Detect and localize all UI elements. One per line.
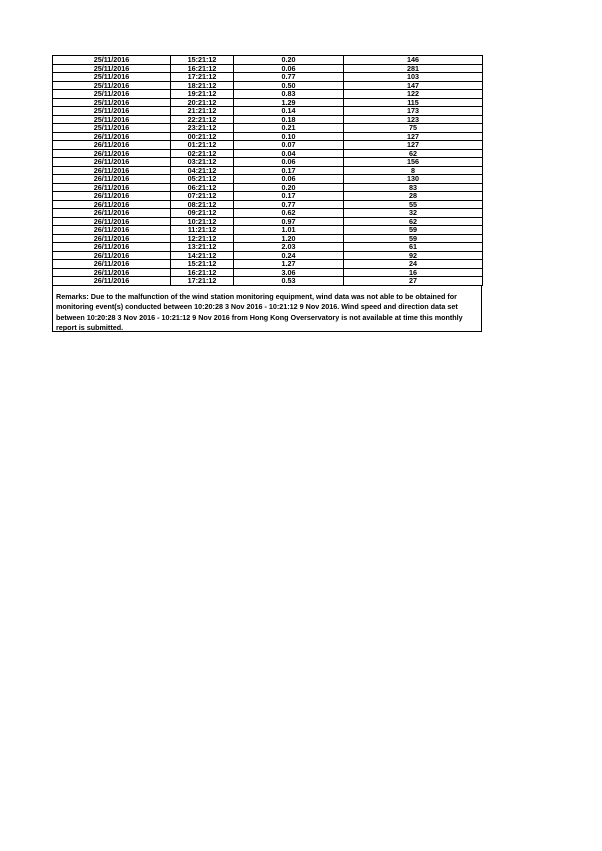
table-row bbox=[53, 243, 483, 252]
wind-direction-cell: 127 bbox=[344, 132, 483, 141]
wind-speed-cell: 0.14 bbox=[234, 107, 344, 116]
wind-direction-cell: 8 bbox=[344, 166, 483, 175]
wind-speed-cell: 0.20 bbox=[234, 183, 344, 192]
table-row bbox=[53, 149, 483, 158]
wind-data-table-body bbox=[53, 56, 483, 286]
wind-speed-cell: 0.77 bbox=[234, 200, 344, 209]
wind-data-table bbox=[52, 55, 483, 286]
date-cell: 26/11/2016 bbox=[53, 158, 171, 167]
date-cell: 26/11/2016 bbox=[53, 251, 171, 260]
wind-speed-cell: 0.21 bbox=[234, 124, 344, 133]
date-cell: 26/11/2016 bbox=[53, 217, 171, 226]
table-row bbox=[53, 234, 483, 243]
time-cell: 15:21:12 bbox=[171, 260, 234, 269]
time-cell: 22:21:12 bbox=[171, 115, 234, 124]
wind-speed-cell: 1.27 bbox=[234, 260, 344, 269]
table-row bbox=[53, 277, 483, 286]
table-row bbox=[53, 226, 483, 235]
wind-direction-cell: 61 bbox=[344, 243, 483, 252]
time-cell: 05:21:12 bbox=[171, 175, 234, 184]
time-cell: 01:21:12 bbox=[171, 141, 234, 150]
wind-direction-cell: 75 bbox=[344, 124, 483, 133]
wind-speed-cell: 0.04 bbox=[234, 149, 344, 158]
time-cell: 16:21:12 bbox=[171, 268, 234, 277]
wind-speed-cell: 0.07 bbox=[234, 141, 344, 150]
time-cell: 12:21:12 bbox=[171, 234, 234, 243]
date-cell: 25/11/2016 bbox=[53, 124, 171, 133]
time-cell: 21:21:12 bbox=[171, 107, 234, 116]
time-cell: 09:21:12 bbox=[171, 209, 234, 218]
table-row bbox=[53, 132, 483, 141]
table-row bbox=[53, 107, 483, 116]
wind-speed-cell: 0.62 bbox=[234, 209, 344, 218]
wind-direction-cell: 32 bbox=[344, 209, 483, 218]
wind-direction-cell: 92 bbox=[344, 251, 483, 260]
table-row bbox=[53, 141, 483, 150]
table-row bbox=[53, 260, 483, 269]
wind-direction-cell: 24 bbox=[344, 260, 483, 269]
time-cell: 11:21:12 bbox=[171, 226, 234, 235]
wind-speed-cell: 1.29 bbox=[234, 98, 344, 107]
table-row bbox=[53, 81, 483, 90]
date-cell: 25/11/2016 bbox=[53, 98, 171, 107]
wind-direction-cell: 147 bbox=[344, 81, 483, 90]
wind-speed-cell: 0.18 bbox=[234, 115, 344, 124]
table-row bbox=[53, 217, 483, 226]
table-row bbox=[53, 209, 483, 218]
table-row bbox=[53, 251, 483, 260]
wind-direction-cell: 55 bbox=[344, 200, 483, 209]
wind-speed-cell: 1.01 bbox=[234, 226, 344, 235]
wind-speed-cell: 2.03 bbox=[234, 243, 344, 252]
date-cell: 26/11/2016 bbox=[53, 200, 171, 209]
table-row bbox=[53, 158, 483, 167]
wind-direction-cell: 122 bbox=[344, 90, 483, 99]
time-cell: 15:21:12 bbox=[171, 56, 234, 65]
wind-speed-cell: 0.06 bbox=[234, 175, 344, 184]
table-row bbox=[53, 64, 483, 73]
wind-speed-cell: 0.20 bbox=[234, 56, 344, 65]
wind-direction-cell: 146 bbox=[344, 56, 483, 65]
table-row bbox=[53, 183, 483, 192]
table-row bbox=[53, 166, 483, 175]
wind-direction-cell: 59 bbox=[344, 226, 483, 235]
table-row bbox=[53, 73, 483, 82]
date-cell: 26/11/2016 bbox=[53, 192, 171, 201]
wind-direction-cell: 103 bbox=[344, 73, 483, 82]
table-row bbox=[53, 124, 483, 133]
table-row bbox=[53, 56, 483, 65]
date-cell: 26/11/2016 bbox=[53, 175, 171, 184]
wind-speed-cell: 3.06 bbox=[234, 268, 344, 277]
time-cell: 16:21:12 bbox=[171, 64, 234, 73]
wind-direction-cell: 28 bbox=[344, 192, 483, 201]
date-cell: 26/11/2016 bbox=[53, 260, 171, 269]
time-cell: 10:21:12 bbox=[171, 217, 234, 226]
date-cell: 26/11/2016 bbox=[53, 149, 171, 158]
wind-speed-cell: 0.50 bbox=[234, 81, 344, 90]
date-cell: 26/11/2016 bbox=[53, 183, 171, 192]
time-cell: 03:21:12 bbox=[171, 158, 234, 167]
table-row bbox=[53, 90, 483, 99]
date-cell: 25/11/2016 bbox=[53, 73, 171, 82]
date-cell: 26/11/2016 bbox=[53, 234, 171, 243]
wind-direction-cell: 115 bbox=[344, 98, 483, 107]
wind-speed-cell: 0.77 bbox=[234, 73, 344, 82]
date-cell: 26/11/2016 bbox=[53, 141, 171, 150]
table-row bbox=[53, 192, 483, 201]
date-cell: 25/11/2016 bbox=[53, 115, 171, 124]
date-cell: 25/11/2016 bbox=[53, 81, 171, 90]
time-cell: 23:21:12 bbox=[171, 124, 234, 133]
date-cell: 25/11/2016 bbox=[53, 107, 171, 116]
time-cell: 08:21:12 bbox=[171, 200, 234, 209]
time-cell: 13:21:12 bbox=[171, 243, 234, 252]
time-cell: 00:21:12 bbox=[171, 132, 234, 141]
wind-speed-cell: 0.53 bbox=[234, 277, 344, 286]
date-cell: 26/11/2016 bbox=[53, 226, 171, 235]
wind-speed-cell: 0.17 bbox=[234, 192, 344, 201]
wind-speed-cell: 0.10 bbox=[234, 132, 344, 141]
wind-direction-cell: 16 bbox=[344, 268, 483, 277]
wind-speed-cell: 0.06 bbox=[234, 158, 344, 167]
table-row bbox=[53, 115, 483, 124]
date-cell: 26/11/2016 bbox=[53, 277, 171, 286]
wind-direction-cell: 281 bbox=[344, 64, 483, 73]
wind-direction-cell: 127 bbox=[344, 141, 483, 150]
wind-direction-cell: 83 bbox=[344, 183, 483, 192]
time-cell: 04:21:12 bbox=[171, 166, 234, 175]
time-cell: 14:21:12 bbox=[171, 251, 234, 260]
wind-direction-cell: 62 bbox=[344, 217, 483, 226]
date-cell: 26/11/2016 bbox=[53, 243, 171, 252]
date-cell: 25/11/2016 bbox=[53, 56, 171, 65]
date-cell: 26/11/2016 bbox=[53, 166, 171, 175]
wind-direction-cell: 130 bbox=[344, 175, 483, 184]
time-cell: 20:21:12 bbox=[171, 98, 234, 107]
table-row bbox=[53, 268, 483, 277]
wind-direction-cell: 173 bbox=[344, 107, 483, 116]
remarks-box: Remarks: Due to the malfunction of the wind station monitoring equipment, wind data was not able to be obtained for monitoring event(s) conducted between 10:20:28 3 Nov 2016 - 10:21:12 9 Nov 2016. Wind speed and direction data set between 10:20:28 3 Nov 2016 - 10:21:12 9 Nov 2016 from Hong Kong Overservatory is not available at time this monthly report is submitted. bbox=[52, 285, 482, 332]
time-cell: 19:21:12 bbox=[171, 90, 234, 99]
date-cell: 26/11/2016 bbox=[53, 268, 171, 277]
time-cell: 06:21:12 bbox=[171, 183, 234, 192]
wind-direction-cell: 59 bbox=[344, 234, 483, 243]
table-row bbox=[53, 175, 483, 184]
wind-direction-cell: 27 bbox=[344, 277, 483, 286]
table-row bbox=[53, 98, 483, 107]
time-cell: 17:21:12 bbox=[171, 277, 234, 286]
time-cell: 07:21:12 bbox=[171, 192, 234, 201]
time-cell: 02:21:12 bbox=[171, 149, 234, 158]
wind-speed-cell: 0.97 bbox=[234, 217, 344, 226]
date-cell: 26/11/2016 bbox=[53, 209, 171, 218]
wind-direction-cell: 156 bbox=[344, 158, 483, 167]
date-cell: 26/11/2016 bbox=[53, 132, 171, 141]
wind-speed-cell: 1.20 bbox=[234, 234, 344, 243]
wind-speed-cell: 0.24 bbox=[234, 251, 344, 260]
wind-speed-cell: 0.17 bbox=[234, 166, 344, 175]
wind-speed-cell: 0.83 bbox=[234, 90, 344, 99]
time-cell: 17:21:12 bbox=[171, 73, 234, 82]
time-cell: 18:21:12 bbox=[171, 81, 234, 90]
date-cell: 25/11/2016 bbox=[53, 64, 171, 73]
table-row bbox=[53, 200, 483, 209]
wind-direction-cell: 123 bbox=[344, 115, 483, 124]
date-cell: 25/11/2016 bbox=[53, 90, 171, 99]
wind-direction-cell: 62 bbox=[344, 149, 483, 158]
wind-speed-cell: 0.06 bbox=[234, 64, 344, 73]
